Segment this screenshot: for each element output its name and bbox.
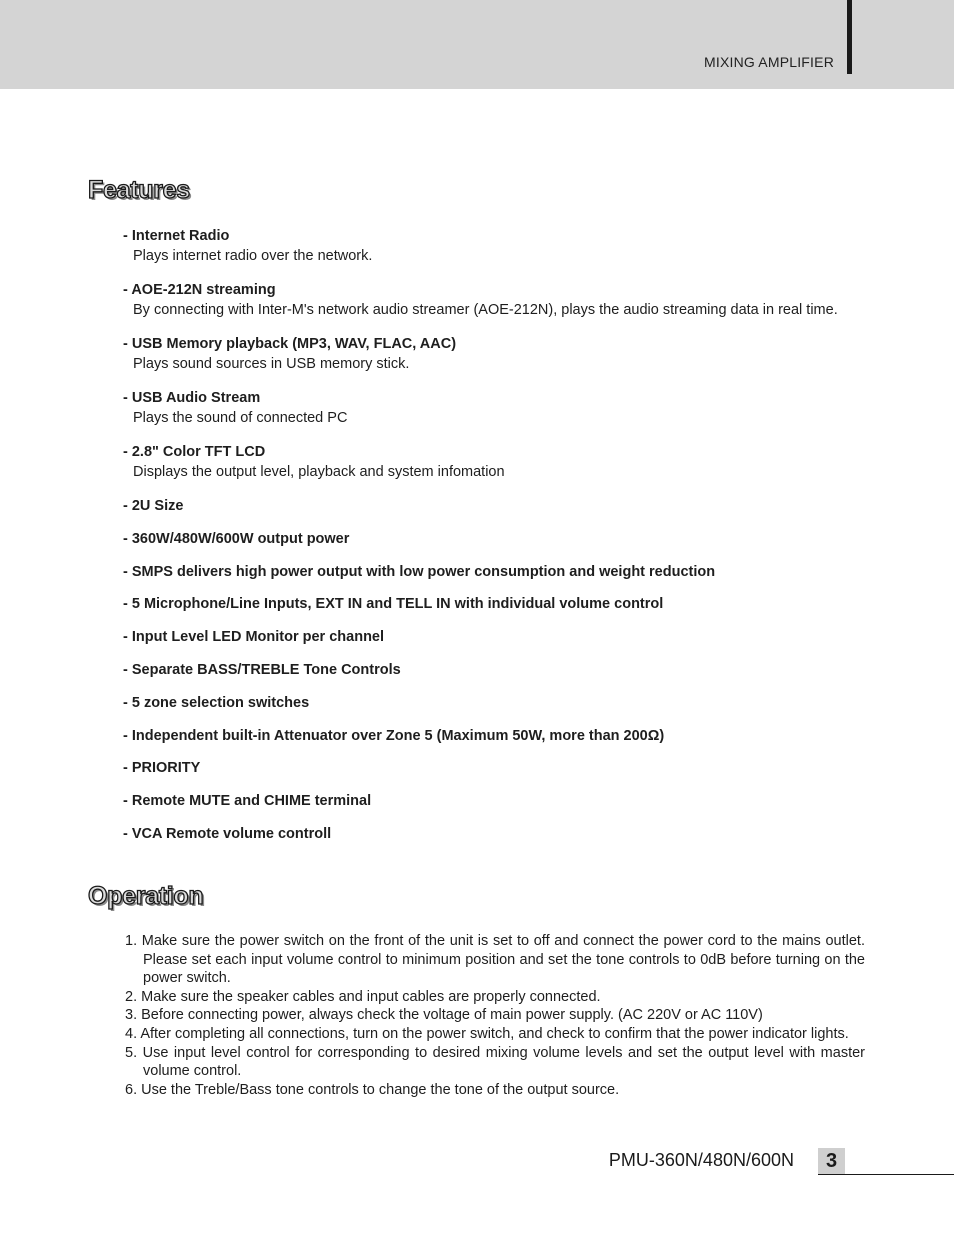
operation-step: 1. Make sure the power switch on the front of the unit is set to off and connect the power cord to the mains outlet. Please set each input volume control to minimum position and set the tone controls to 0dB before turning on the power switch. — [125, 933, 865, 987]
feature-name: - USB Audio Stream — [123, 390, 261, 406]
feature-name: - 5 Microphone/Line Inputs, EXT IN and TELL IN with individual volume control — [123, 596, 664, 613]
footer-rule — [818, 1174, 954, 1175]
footer-model-name: PMU-360N/480N/600N — [608, 1150, 794, 1170]
features-heading: Features — [88, 176, 190, 204]
list-item — [123, 693, 883, 713]
feature-name: - PRIORITY — [123, 760, 201, 777]
list-item — [123, 388, 883, 428]
list-item — [123, 529, 883, 549]
list-item — [123, 334, 883, 374]
header-title: MIXING AMPLIFIER — [704, 54, 834, 70]
list-item — [123, 280, 883, 320]
feature-description: By connecting with Inter-M's network audio streamer (AOE-212N), plays the audio streaming data in real time. — [133, 302, 838, 318]
operation-step: 6. Use the Treble/Bass tone controls to change the tone of the output source. — [125, 1081, 620, 1098]
feature-name: - Remote MUTE and CHIME terminal — [123, 793, 372, 810]
operation-step: 2. Make sure the speaker cables and input cables are properly connected. — [125, 988, 601, 1005]
list-item — [123, 824, 883, 844]
feature-description: Plays the sound of connected PC — [133, 410, 348, 426]
feature-name: - Input Level LED Monitor per channel — [123, 629, 385, 646]
header-divider-bar — [847, 0, 852, 74]
operation-step: 4. After completing all connections, turn on the power switch, and check to confirm that the power indicator lights. — [125, 1025, 849, 1042]
list-item — [123, 562, 883, 582]
list-item — [123, 660, 883, 680]
list-item — [123, 758, 883, 778]
feature-name: - Independent built-in Attenuator over Zone 5 (Maximum 50W, more than 200Ω) — [123, 727, 665, 744]
feature-description: Displays the output level, playback and system infomation — [133, 464, 505, 480]
feature-description: Plays internet radio over the network. — [133, 248, 373, 264]
feature-name: - Internet Radio — [123, 228, 230, 244]
list-item — [123, 496, 883, 516]
operation-step: 3. Before connecting power, always check the voltage of main power supply. (AC 220V or AC 110V) — [125, 1007, 763, 1024]
feature-name: - Separate BASS/TREBLE Tone Controls — [123, 661, 401, 678]
operation-step: 5. Use input level control for corresponding to desired mixing volume levels and set the output level with master volume control. — [125, 1044, 865, 1080]
feature-name: - 2.8" Color TFT LCD — [123, 444, 266, 460]
feature-name: - USB Memory playback (MP3, WAV, FLAC, AAC) — [123, 336, 457, 352]
list-item — [123, 226, 883, 266]
feature-name: - SMPS delivers high power output with low power consumption and weight reduction — [123, 563, 716, 580]
operation-steps — [125, 932, 865, 1099]
feature-name: - VCA Remote volume controll — [123, 825, 332, 842]
feature-name: - 5 zone selection switches — [123, 694, 310, 711]
features-list — [123, 226, 883, 857]
list-item — [123, 594, 883, 614]
list-item — [123, 442, 883, 482]
list-item — [123, 726, 883, 746]
page-number: 3 — [818, 1148, 845, 1174]
header-band — [0, 0, 954, 89]
operation-heading: Operation — [88, 882, 204, 910]
feature-name: - AOE-212N streaming — [123, 282, 276, 298]
list-item — [123, 627, 883, 647]
feature-name: - 2U Size — [123, 498, 184, 514]
feature-name: - 360W/480W/600W output power — [123, 530, 350, 547]
list-item — [123, 791, 883, 811]
feature-description: Plays sound sources in USB memory stick. — [133, 356, 410, 372]
